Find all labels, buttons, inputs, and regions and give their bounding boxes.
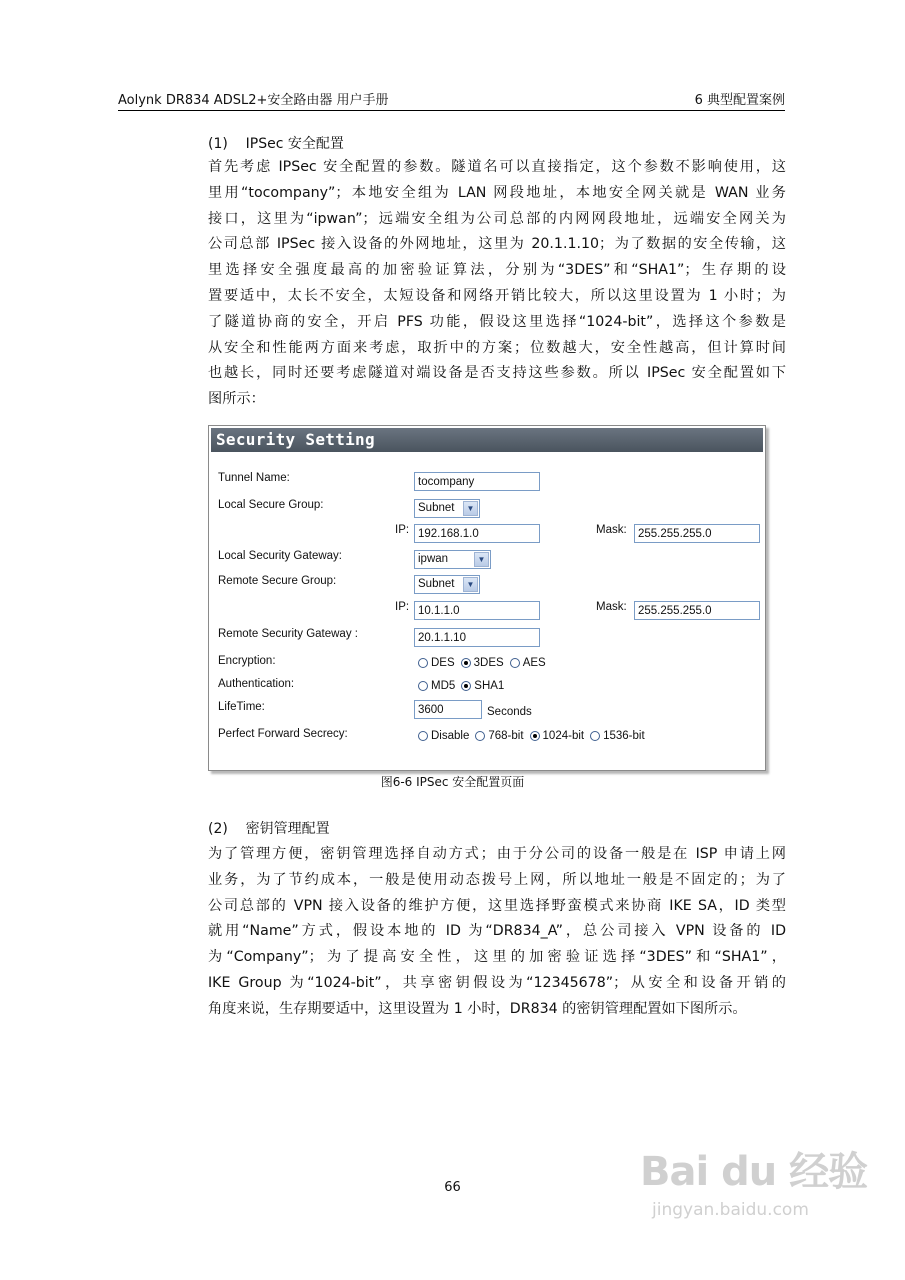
section-2-title: (2) 密钥管理配置 — [208, 821, 330, 837]
encryption-option-label: 3DES — [473, 657, 504, 669]
paragraph-line: 就用“Name”方式，假设本地的 ID 为“DR834_A”，总公司接入 VPN 设备的 ID — [208, 923, 786, 940]
section-1-paragraph — [208, 155, 786, 413]
local-secure-group-label: Local Secure Group: — [218, 499, 324, 511]
pfs-option-label: 1024-bit — [542, 730, 585, 742]
pfs-option[interactable] — [590, 730, 645, 742]
radio-button-icon[interactable] — [461, 658, 471, 668]
encryption-option-label: AES — [522, 657, 546, 669]
running-header-chapter: 6 典型配置案例 — [694, 93, 785, 108]
pfs-label: Perfect Forward Secrecy: — [218, 728, 348, 740]
panel-title: Security Setting — [211, 428, 763, 452]
watermark-url: jingyan.baidu.com — [652, 1200, 809, 1220]
chevron-down-icon: ▼ — [463, 577, 478, 592]
remote-security-gateway-input[interactable]: 20.1.1.10 — [414, 628, 540, 647]
remote-ip-input[interactable]: 10.1.1.0 — [414, 601, 540, 620]
radio-button-icon[interactable] — [418, 731, 428, 741]
pfs-option[interactable] — [475, 730, 523, 742]
local-mask-label: Mask: — [596, 524, 627, 536]
tunnel-name-label: Tunnel Name: — [218, 472, 290, 484]
chevron-down-icon: ▼ — [474, 552, 489, 567]
authentication-option-label: MD5 — [431, 680, 456, 692]
pfs-option-label: Disable — [431, 730, 470, 742]
radio-button-icon[interactable] — [590, 731, 600, 741]
radio-button-icon[interactable] — [475, 731, 485, 741]
figure-caption: 图6-6 IPSec 安全配置页面 — [380, 775, 525, 789]
encryption-option[interactable] — [461, 657, 504, 669]
encryption-option-label: DES — [431, 657, 455, 669]
running-header-title: Aolynk DR834 ADSL2+安全路由器 用户手册 — [118, 93, 389, 108]
paragraph-line: 业务，为了节约成本，一般是使用动态拨号上网，所以地址一般是不固定的；为了 — [208, 871, 786, 888]
local-ip-label: IP: — [395, 524, 410, 536]
lifetime-label: LifeTime: — [218, 701, 265, 713]
remote-secure-group-label: Remote Secure Group: — [218, 575, 337, 587]
remote-secure-group-select[interactable] — [414, 575, 480, 594]
encryption-radio-group — [418, 657, 552, 669]
radio-button-icon[interactable] — [530, 731, 540, 741]
paragraph-line: 里用“tocompany”；本地安全组为 LAN 网段地址，本地安全网关就是 WAN 业务 — [208, 184, 786, 201]
encryption-label: Encryption: — [218, 655, 276, 667]
paragraph-line: 图所示： — [208, 391, 265, 408]
page-number: 66 — [444, 1180, 461, 1195]
paragraph-line: 也越长，同时还要考虑隧道对端设备是否支持这些参数。所以 IPSec 安全配置如下 — [208, 365, 786, 382]
local-mask-input[interactable]: 255.255.255.0 — [634, 524, 760, 543]
radio-button-icon[interactable] — [510, 658, 520, 668]
lifetime-unit: Seconds — [487, 706, 532, 718]
paragraph-line: 从安全和性能两方面来考虑，取折中的方案；位数越大，安全性越高，但计算时间 — [208, 339, 786, 356]
pfs-radio-group — [418, 730, 651, 742]
paragraph-line: 置要适中，太长不安全，太短设备和网络开销比较大，所以这里设置为 1 小时；为 — [208, 287, 786, 304]
local-secure-group-value: Subnet — [418, 502, 455, 514]
local-ip-input[interactable]: 192.168.1.0 — [414, 524, 540, 543]
authentication-radio-group — [418, 680, 510, 692]
paragraph-line: 公司总部 IPSec 接入设备的外网地址，这里为 20.1.1.10；为了数据的安全传输，这 — [208, 236, 786, 253]
baidu-watermark — [640, 1140, 868, 1220]
paragraph-line: 公司总部的 VPN 接入设备的维护方便，这里选择野蛮模式来协商 IKE SA，ID 类型 — [208, 897, 786, 914]
paragraph-line: 为“Company”；为了提高安全性，这里的加密验证选择“3DES”和“SHA1”， — [208, 949, 786, 966]
local-secure-group-select[interactable] — [414, 499, 480, 518]
encryption-option[interactable] — [418, 657, 455, 669]
paragraph-line: 首先考虑 IPSec 安全配置的参数。隧道名可以直接指定，这个参数不影响使用，这 — [208, 159, 786, 175]
pfs-option-label: 768-bit — [488, 730, 524, 742]
security-setting-panel — [208, 425, 766, 771]
section-1-title: (1) IPSec 安全配置 — [208, 136, 344, 152]
paragraph-line: 角度来说，生存期要适中，这里设置为 1 小时，DR834 的密钥管理配置如下图所示。 — [208, 1000, 747, 1017]
pfs-option[interactable] — [418, 730, 469, 742]
authentication-option-label: SHA1 — [474, 680, 505, 692]
remote-secure-group-value: Subnet — [418, 578, 455, 590]
paragraph-line: 里选择安全强度最高的加密验证算法，分别为“3DES”和“SHA1”；生存期的设 — [208, 262, 786, 279]
lifetime-input[interactable]: 3600 — [414, 700, 482, 719]
remote-ip-label: IP: — [395, 601, 410, 613]
paragraph-line: 为了管理方便，密钥管理选择自动方式；由于分公司的设备一般是在 ISP 申请上网 — [208, 846, 786, 862]
radio-button-icon[interactable] — [461, 681, 471, 691]
watermark-brand: Bai du 经验 — [640, 1149, 868, 1195]
remote-security-gateway-label: Remote Security Gateway : — [218, 628, 358, 640]
chevron-down-icon: ▼ — [463, 501, 478, 516]
remote-mask-label: Mask: — [596, 601, 627, 613]
radio-button-icon[interactable] — [418, 681, 428, 691]
pfs-option-label: 1536-bit — [603, 730, 645, 742]
authentication-option[interactable] — [461, 680, 504, 692]
pfs-option[interactable] — [530, 730, 585, 742]
authentication-option[interactable] — [418, 680, 455, 692]
local-security-gateway-select[interactable] — [414, 550, 491, 569]
header-divider — [118, 110, 785, 111]
paragraph-line: 接口，这里为“ipwan”；远端安全组为公司总部的内网网段地址，远端安全网关为 — [208, 210, 786, 227]
local-security-gateway-label: Local Security Gateway: — [218, 550, 343, 562]
paragraph-line: 了隧道协商的安全，开启 PFS 功能，假设这里选择“1024-bit”，选择这个参数是 — [208, 313, 786, 330]
radio-button-icon[interactable] — [418, 658, 428, 668]
tunnel-name-input[interactable]: tocompany — [414, 472, 540, 491]
authentication-label: Authentication: — [218, 678, 295, 690]
remote-mask-input[interactable]: 255.255.255.0 — [634, 601, 760, 620]
section-2-paragraph — [208, 842, 786, 1023]
encryption-option[interactable] — [510, 657, 546, 669]
local-security-gateway-value: ipwan — [418, 553, 449, 565]
paragraph-line: IKE Group 为“1024-bit”，共享密钥假设为“12345678”；从安全和设备开销的 — [208, 974, 786, 991]
